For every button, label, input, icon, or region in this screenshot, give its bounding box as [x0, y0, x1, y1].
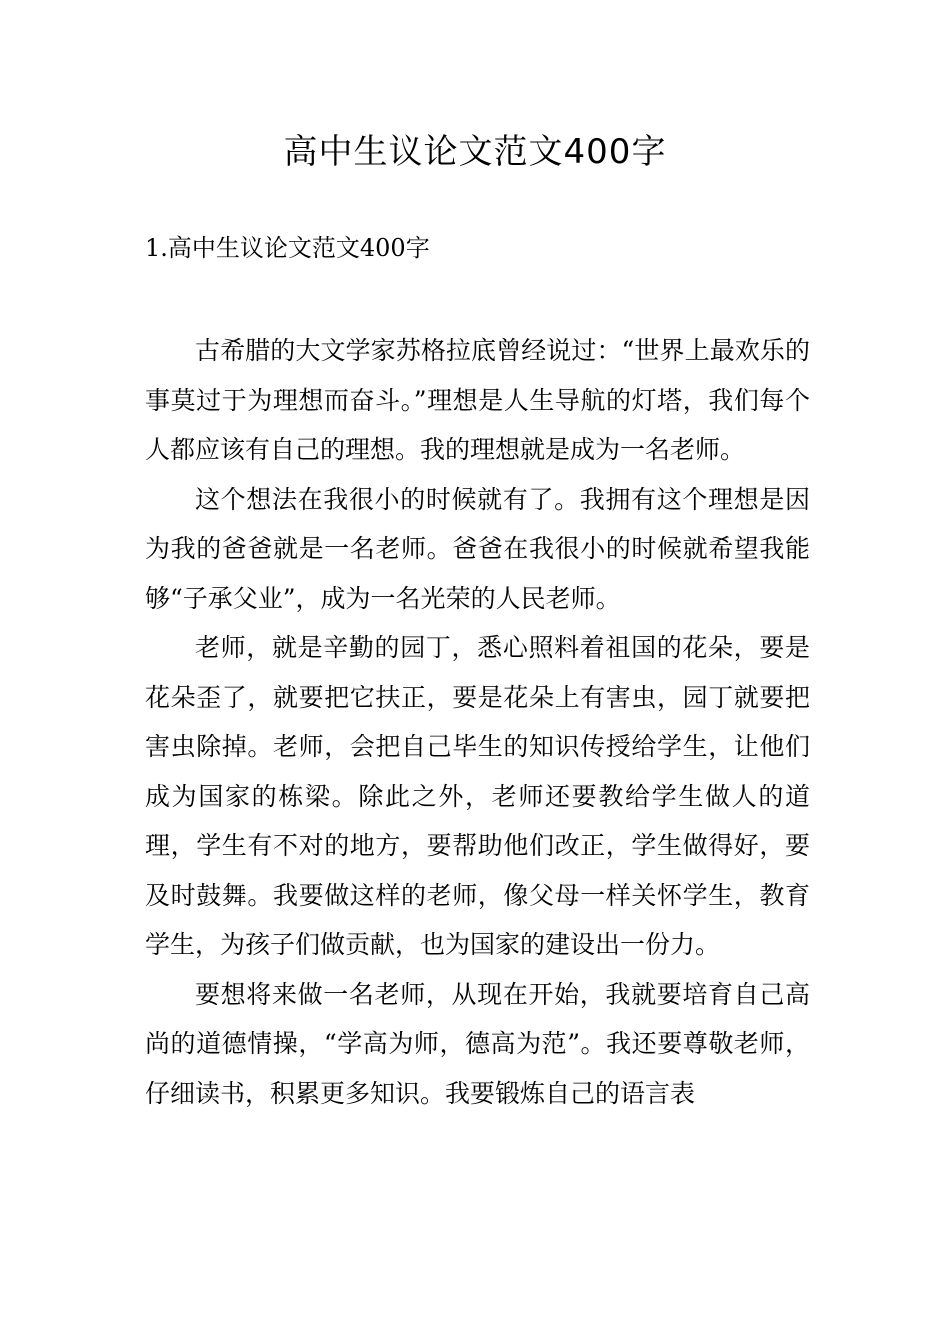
paragraph: 这个想法在我很小的时候就有了。我拥有这个理想是因为我的爸爸就是一名老师。爸爸在我很小的时候就希望我能够“子承父业”，成为一名光荣的人民老师。 — [145, 484, 810, 613]
paragraph: 要想将来做一名老师，从现在开始，我就要培育自己高尚的道德情操，“学高为师，德高为范”。我还要尊敬老师，仔细读书，积累更多知识。我要锻炼自己的语言表 — [145, 979, 810, 1108]
paragraph: 古希腊的大文学家苏格拉底曾经说过：“世界上最欢乐的事莫过于为理想而奋斗。”理想是人生导航的灯塔，我们每个人都应该有自己的理想。我的理想就是成为一名老师。 — [145, 336, 810, 464]
document-body — [145, 326, 810, 1118]
paragraph: 老师，就是辛勤的园丁，悉心照料着祖国的花朵，要是花朵歪了，就要把它扶正，要是花朵上有害虫，园丁就要把害虫除掉。老师，会把自己毕生的知识传授给学生，让他们成为国家的栋梁。除此之外，老师还要教给学生做人的道理，学生有不对的地方，要帮助他们改正，学生做得好，要及时鼓舞。我要做这样的老师，像父母一样关怀学生，教育学生，为孩子们做贡献，也为国家的建设出一份力。 — [145, 633, 810, 959]
document-title: 高中生议论文范文400字 — [283, 132, 667, 172]
section-heading: 1.高中生议论文范文400字 — [145, 234, 430, 262]
